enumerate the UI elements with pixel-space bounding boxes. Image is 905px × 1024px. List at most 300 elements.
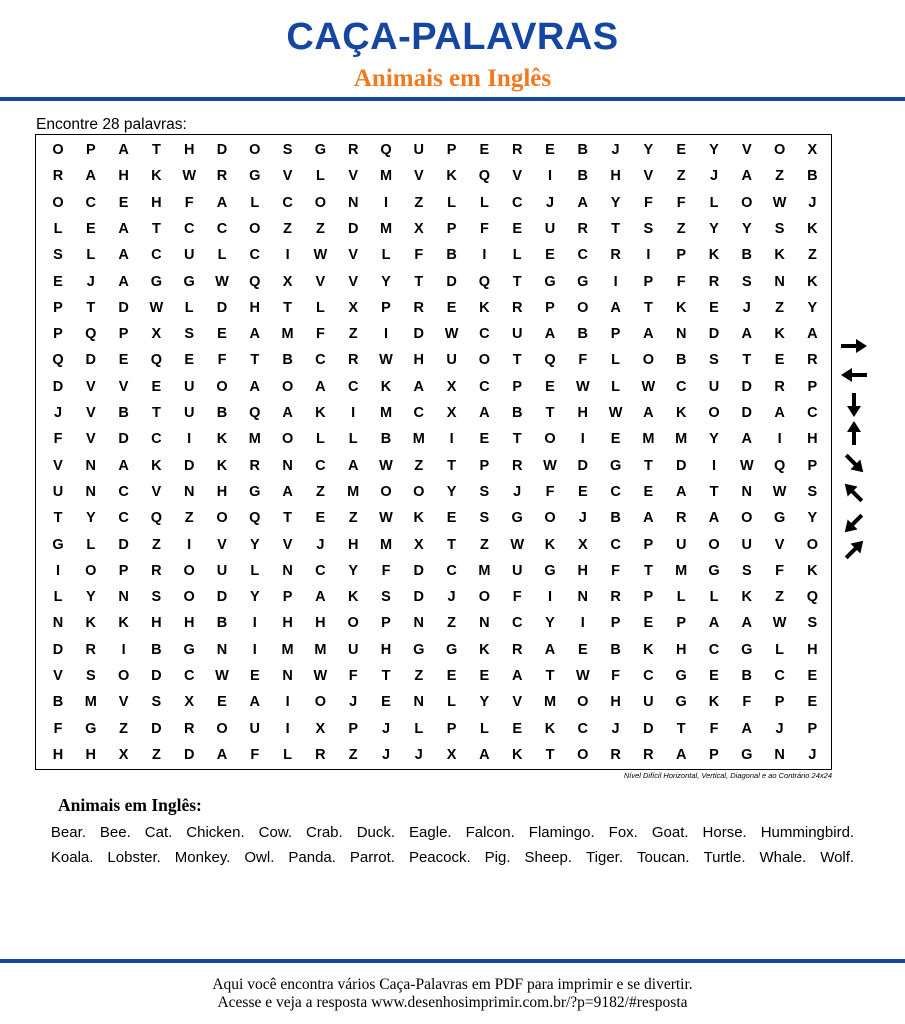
grid-letter: J [381, 720, 391, 737]
grid-letter: C [282, 194, 293, 211]
grid-letter: O [708, 405, 720, 421]
grid-letter: P [512, 378, 523, 395]
grid-letter: Y [807, 299, 818, 316]
grid-letter: M [379, 220, 393, 237]
grid-letter: C [610, 536, 621, 553]
grid-letter: C [577, 247, 589, 264]
grid-letter: N [216, 641, 228, 658]
grid-letter: M [543, 694, 557, 711]
word-list-item: Wolf. [820, 848, 855, 866]
grid-letter: M [675, 431, 688, 448]
grid-letter: K [807, 273, 818, 290]
grid-letter: R [85, 641, 97, 658]
word-list-item: Fox. [608, 824, 638, 841]
grid-letter: A [118, 247, 129, 264]
grid-letter: R [183, 720, 195, 737]
grid-letter: J [513, 483, 522, 500]
grid-letter: V [512, 694, 523, 711]
grid-letter: J [709, 168, 719, 185]
grid-letter: U [52, 483, 64, 500]
grid-letter: E [643, 615, 654, 632]
word-list-item: Cat. [144, 824, 173, 841]
grid-letter: G [675, 668, 687, 684]
grid-letter: B [577, 168, 589, 185]
grid-letter: U [643, 694, 654, 711]
grid-letter: Y [741, 220, 752, 237]
grid-letter: N [282, 668, 293, 684]
grid-letter: L [250, 194, 260, 211]
grid-letter: Q [249, 273, 261, 290]
grid-letter: R [807, 352, 818, 369]
grid-letter: A [643, 405, 654, 421]
word-list-item: Horse. [702, 824, 747, 841]
grid-letter: K [544, 720, 556, 737]
grid-letter: O [117, 668, 130, 684]
grid-letter: A [118, 273, 129, 290]
grid-letter: Z [807, 247, 817, 264]
grid-letter: B [577, 326, 589, 343]
grid-letter: I [351, 405, 356, 421]
grid-letter: M [379, 168, 393, 185]
grid-letter: H [282, 615, 293, 632]
grid-letter: C [413, 405, 425, 421]
grid-letter: R [675, 510, 687, 527]
grid-letter: U [413, 142, 425, 158]
grid-letter: Y [85, 589, 96, 606]
grid-letter: A [249, 378, 261, 395]
grid-letter: D [216, 299, 228, 316]
grid-letter: M [642, 431, 655, 448]
grid-letter: K [675, 299, 687, 316]
down-left-arrow-icon [840, 510, 867, 537]
grid-letter: T [447, 457, 457, 474]
grid-letter: T [512, 431, 522, 448]
grid-letter: D [216, 142, 228, 158]
grid-letter: O [642, 352, 655, 369]
grid-letter: K [216, 457, 228, 474]
grid-letter: V [512, 168, 523, 185]
grid-letter: K [479, 641, 490, 658]
grid-letter: V [53, 668, 63, 684]
grid-letter: D [183, 746, 195, 763]
grid-letter: U [675, 536, 687, 553]
grid-letter: Z [151, 536, 161, 553]
grid-letter: M [675, 562, 688, 579]
grid-letter: W [379, 352, 393, 369]
grid-letter: I [187, 536, 192, 553]
grid-letter: E [709, 299, 719, 316]
grid-letter: H [151, 615, 162, 632]
grid-letter: K [347, 589, 359, 606]
grid-letter: F [643, 194, 653, 211]
grid-letter: G [773, 510, 786, 527]
grid-letter: E [545, 378, 555, 395]
grid-letter: A [479, 746, 490, 763]
grid-letter: N [347, 194, 359, 211]
difficulty-note: Nível Difícil Horizontal, Vertical, Diagonal e ao Contrário 24x24 [623, 771, 832, 780]
grid-letter: O [544, 510, 556, 527]
grid-letter: I [121, 641, 126, 658]
grid-letter: G [85, 720, 97, 737]
grid-letter: K [643, 641, 654, 658]
grid-letter: Q [85, 326, 97, 343]
grid-letter: E [217, 326, 227, 343]
grid-letter: J [578, 510, 587, 527]
grid-letter: T [709, 483, 719, 500]
word-list-item: Goat. [651, 824, 689, 841]
grid-letter: K [315, 405, 326, 421]
grid-letter: G [544, 273, 556, 290]
grid-letter: W [379, 457, 393, 474]
grid-letter: E [118, 194, 129, 211]
grid-letter: R [511, 142, 523, 158]
grid-letter: B [380, 431, 392, 448]
grid-letter: E [315, 510, 326, 527]
grid-letter: G [511, 510, 523, 527]
footer-line-1: Aqui você encontra vários Caça-Palavras em PDF para imprimir e se divertir. [212, 976, 693, 993]
grid-letter: F [479, 220, 489, 237]
grid-letter: A [708, 615, 720, 632]
grid-letter: Y [545, 615, 555, 632]
grid-letter: Y [446, 483, 457, 500]
grid-letter: N [675, 326, 687, 343]
grid-letter: C [675, 378, 687, 395]
grid-letter: C [347, 378, 359, 395]
grid-letter: W [379, 510, 393, 527]
grid-letter: D [675, 457, 687, 474]
grid-letter: O [741, 194, 753, 211]
grid-letter: C [708, 641, 720, 658]
grid-letter: P [53, 326, 63, 343]
grid-letter: W [739, 457, 754, 474]
grid-letter: Z [775, 168, 785, 185]
grid-letter: T [545, 746, 555, 763]
grid-letter: D [446, 273, 457, 290]
grid-letter: Y [807, 510, 818, 527]
grid-letter: A [347, 457, 359, 474]
grid-letter: B [446, 247, 457, 264]
grid-letter: E [479, 142, 490, 158]
word-list-item: Koala. [50, 848, 94, 866]
grid-letter: X [446, 746, 457, 763]
top-divider [0, 97, 905, 101]
grid-letter: Q [249, 405, 261, 421]
grid-letter: A [282, 483, 293, 500]
grid-letter: C [511, 615, 523, 632]
grid-letter: C [577, 720, 589, 737]
grid-letter: S [479, 483, 490, 500]
grid-letter: E [479, 431, 490, 448]
grid-letter: Z [348, 510, 358, 527]
grid-letter: V [413, 168, 424, 185]
grid-letter: M [281, 326, 294, 343]
grid-letter: T [676, 720, 686, 737]
grid-letter: A [741, 326, 753, 343]
grid-letter: L [447, 194, 457, 211]
grid-letter: U [544, 220, 556, 237]
grid-letter: F [53, 720, 63, 737]
grid-letter: O [806, 536, 819, 553]
grid-letter: A [282, 405, 293, 421]
grid-letter: T [512, 273, 522, 290]
grid-letter: N [183, 483, 195, 500]
grid-letter: A [118, 457, 129, 474]
grid-letter: I [383, 326, 389, 343]
grid-letter: I [646, 247, 651, 264]
grid-letter: D [52, 641, 64, 658]
grid-letter: V [53, 457, 63, 474]
grid-letter: W [575, 378, 590, 395]
grid-letter: T [250, 352, 260, 369]
grid-letter: V [85, 431, 96, 448]
grid-letter: L [775, 641, 785, 658]
grid-letter: R [708, 273, 720, 290]
grid-letter: A [643, 326, 654, 343]
footer-line-2: Acesse e veja a resposta www.desenhosimprimir.com.br/?p=9182/#resposta [217, 994, 688, 1011]
grid-letter: I [187, 431, 192, 448]
grid-letter: D [577, 457, 589, 474]
grid-letter: O [773, 142, 786, 158]
grid-letter: P [709, 746, 719, 763]
grid-letter: H [577, 405, 589, 421]
grid-letter: L [86, 536, 96, 553]
grid-letter: U [511, 326, 523, 343]
grid-letter: L [611, 352, 621, 369]
grid-letter: T [151, 220, 161, 237]
grid-letter: B [741, 668, 753, 684]
grid-letter: S [282, 142, 293, 158]
grid-letter: V [282, 536, 293, 553]
grid-letter: D [741, 405, 753, 421]
grid-letter: Q [52, 352, 64, 369]
grid-letter: R [577, 220, 589, 237]
grid-letter: B [52, 694, 64, 711]
grid-letter: J [775, 720, 784, 737]
grid-letter: N [282, 457, 293, 474]
grid-letter: A [643, 510, 654, 527]
grid-letter: F [315, 326, 325, 343]
grid-letter: I [547, 589, 553, 606]
grid-letter: D [151, 668, 162, 684]
grid-letter: Q [544, 352, 556, 369]
grid-letter: G [741, 746, 753, 763]
word-list-title: Animais em Inglês: [58, 795, 202, 815]
grid-letter: M [281, 641, 294, 658]
grid-letter: S [643, 220, 654, 237]
word-list-item: Tiger. [586, 848, 624, 866]
grid-letter: Y [85, 510, 96, 527]
puzzle-instruction: Encontre 28 palavras: [36, 116, 187, 133]
grid-letter: Z [479, 536, 489, 553]
grid-letter: E [676, 142, 687, 158]
grid-letter: O [216, 378, 228, 395]
grid-letter: O [478, 589, 491, 606]
grid-letter: Z [151, 746, 161, 763]
grid-letter: I [580, 615, 585, 632]
grid-letter: C [85, 194, 97, 211]
grid-letter: O [85, 562, 97, 579]
grid-letter: X [807, 142, 818, 158]
grid-letter: Y [709, 142, 719, 158]
grid-letter: A [118, 142, 129, 158]
grid-letter: C [774, 668, 785, 684]
grid-letter: J [611, 142, 620, 158]
grid-letter: B [216, 405, 228, 421]
grid-letter: L [184, 299, 194, 316]
grid-letter: G [314, 142, 327, 158]
word-list-item: Eagle. [409, 824, 452, 841]
grid-letter: L [414, 720, 424, 737]
grid-letter: T [381, 668, 391, 684]
grid-letter: B [610, 510, 621, 527]
grid-letter: S [807, 615, 818, 632]
grid-letter: X [446, 405, 457, 421]
grid-letter: D [347, 220, 359, 237]
grid-letter: T [742, 352, 752, 369]
grid-letter: Y [249, 536, 260, 553]
grid-letter: F [676, 194, 686, 211]
grid-letter: R [774, 378, 785, 395]
grid-letter: C [249, 247, 261, 264]
grid-letter: U [183, 405, 195, 421]
grid-letter: H [807, 641, 818, 658]
grid-letter: V [348, 247, 359, 264]
grid-letter: V [118, 694, 129, 711]
grid-letter: S [85, 668, 96, 684]
grid-letter: C [807, 405, 818, 421]
word-list-item: Duck. [356, 824, 396, 841]
grid-letter: P [807, 457, 818, 474]
down-arrow-icon [847, 393, 861, 417]
grid-letter: W [772, 194, 787, 211]
grid-letter: Q [478, 168, 491, 185]
grid-letter: Z [775, 299, 785, 316]
grid-letter: T [611, 220, 621, 237]
grid-letter: H [413, 352, 425, 369]
grid-letter: N [282, 562, 293, 579]
grid-letter: T [283, 299, 293, 316]
word-list-item: Peacock. [408, 848, 471, 866]
grid-letter: K [544, 536, 556, 553]
grid-letter: W [444, 326, 459, 343]
grid-letter: B [151, 641, 162, 658]
grid-letter: L [86, 247, 96, 264]
grid-letter: A [544, 641, 556, 658]
grid-letter: P [610, 326, 621, 343]
grid-letter: S [807, 483, 818, 500]
grid-letter: J [381, 746, 391, 763]
grid-letter: C [183, 220, 195, 237]
up-arrow-icon [847, 421, 861, 445]
grid-letter: X [118, 746, 129, 763]
grid-letter: N [52, 615, 64, 632]
grid-letter: D [183, 457, 195, 474]
grid-letter: F [217, 352, 227, 369]
grid-letter: O [478, 352, 491, 369]
grid-letter: H [118, 168, 129, 185]
grid-letter: O [347, 615, 359, 632]
grid-letter: I [449, 431, 454, 448]
grid-letter: J [742, 299, 751, 316]
grid-letter: A [413, 378, 425, 395]
grid-letter: Q [478, 273, 491, 290]
grid-letter: F [775, 562, 785, 579]
grid-letter: F [250, 746, 260, 763]
grid-letter: L [611, 378, 621, 395]
grid-letter: A [741, 615, 753, 632]
word-list-item: Crab. [306, 824, 343, 841]
grid-letter: K [380, 378, 392, 395]
grid-letter: A [479, 405, 490, 421]
page-title: CAÇA-PALAVRAS [286, 16, 619, 58]
word-list [40, 821, 865, 870]
grid-letter: O [183, 589, 195, 606]
grid-letter: Z [676, 220, 686, 237]
grid-letter: P [610, 615, 621, 632]
word-list-item: Hummingbird. [760, 824, 855, 841]
grid-letter: M [379, 405, 393, 421]
grid-letter: W [608, 405, 623, 421]
grid-letter: Y [348, 562, 359, 579]
grid-letter: L [53, 220, 63, 237]
grid-letter: Z [119, 720, 129, 737]
grid-letter: T [512, 352, 522, 369]
grid-letter: C [315, 457, 326, 474]
grid-letter: U [183, 247, 195, 264]
grid-letter: D [52, 378, 64, 395]
grid-letter: F [348, 668, 358, 684]
grid-letter: S [479, 510, 490, 527]
grid-letter: E [85, 220, 96, 237]
grid-letter: C [216, 220, 228, 237]
grid-letter: B [675, 352, 687, 369]
grid-letter: G [249, 483, 261, 500]
grid-letter: T [151, 405, 161, 421]
grid-letter: A [315, 378, 326, 395]
grid-letter: O [52, 142, 64, 158]
word-list-item: Bee. [99, 824, 131, 841]
grid-letter: V [348, 273, 359, 290]
grid-letter: O [577, 694, 589, 711]
grid-letter: M [412, 431, 425, 448]
grid-letter: O [577, 299, 589, 316]
grid-letter: W [772, 615, 787, 632]
grid-letter: K [708, 247, 720, 264]
grid-letter: K [446, 168, 457, 185]
left-arrow-icon [841, 368, 867, 382]
grid-letter: Q [806, 589, 819, 606]
grid-letter: I [580, 431, 585, 448]
grid-letter: H [380, 641, 392, 658]
grid-letter: T [86, 299, 96, 316]
grid-letter: P [348, 720, 359, 737]
grid-letter: P [545, 299, 555, 316]
grid-letter: I [285, 720, 290, 737]
grid-letter: S [184, 326, 195, 343]
up-right-arrow-icon [841, 536, 868, 563]
grid-letter: S [709, 352, 719, 369]
grid-letter: P [643, 589, 654, 606]
grid-letter: V [774, 536, 785, 553]
grid-letter: P [446, 142, 457, 158]
grid-letter: X [151, 326, 162, 343]
grid-letter: N [413, 615, 425, 632]
grid-letter: T [283, 510, 293, 527]
grid-letter: K [151, 168, 162, 185]
grid-letter: Z [775, 589, 785, 606]
grid-letter: B [216, 615, 228, 632]
grid-letter: K [807, 562, 818, 579]
